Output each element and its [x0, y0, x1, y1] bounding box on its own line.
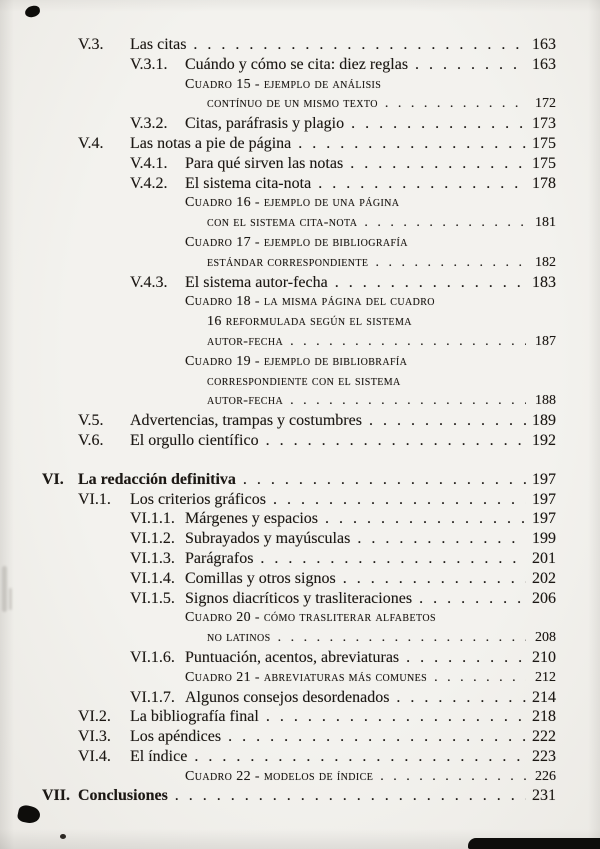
toc-entry-number: VI.1.2.	[130, 530, 175, 548]
toc-entry-line	[0, 529, 556, 549]
toc-page-number: 175	[532, 134, 556, 152]
toc-page-number: 197	[532, 510, 556, 528]
toc-entry-line	[0, 312, 556, 332]
dot-leader	[357, 529, 526, 549]
dot-leader	[243, 470, 526, 490]
toc-entry	[0, 75, 556, 115]
toc-entry-title: Subrayados y mayúsculas	[185, 530, 351, 548]
toc-entry-title: 16 reformulada según el sistema	[207, 314, 412, 330]
toc-entry	[0, 193, 556, 233]
toc-entry-title: Cuadro 19 - ejemplo de bibliobrafía	[185, 353, 408, 369]
dot-leader	[278, 628, 526, 648]
toc-entry	[0, 767, 556, 787]
dot-leader	[193, 35, 526, 55]
toc-entry-line	[0, 411, 556, 431]
toc-page-number: 192	[532, 431, 556, 449]
toc-page-number: 212	[535, 669, 556, 685]
toc-page-number: 183	[532, 273, 556, 291]
toc-entry	[0, 747, 556, 767]
toc-page-number: 163	[532, 36, 556, 53]
dot-leader	[260, 549, 526, 569]
toc-entry-line	[0, 589, 556, 609]
toc-entry-line	[0, 253, 556, 273]
toc-entry-line	[0, 292, 556, 312]
toc-entry-number: VI.4.	[78, 747, 111, 765]
toc-entry	[0, 233, 556, 273]
toc-entry	[0, 273, 556, 293]
toc-page-number: 202	[532, 569, 556, 587]
toc-entry-title: Las citas	[130, 36, 187, 53]
dot-leader	[228, 727, 526, 747]
toc-entry-line	[0, 470, 556, 490]
toc-entry-title: El sistema autor-fecha	[185, 273, 328, 291]
toc-page-number: 182	[535, 254, 556, 270]
toc-entry	[0, 35, 556, 55]
toc-entry-line	[0, 75, 556, 95]
toc-entry-number: VII.	[42, 787, 71, 805]
toc-entry	[0, 786, 556, 806]
toc-entry-title: Cuadro 18 - la misma página del cuadro	[185, 294, 435, 310]
dot-leader	[415, 55, 526, 75]
toc-entry-title: Cuándo y cómo se cita: diez reglas	[185, 55, 409, 73]
toc-entry	[0, 292, 556, 351]
toc-entry-number: VI.3.	[78, 728, 111, 746]
ink-mark-bottom-left	[16, 804, 41, 825]
toc-entry-title: Para qué sirven las notas	[185, 154, 344, 172]
toc-page-number: 189	[532, 412, 556, 430]
toc-entry-number: VI.1.1.	[130, 510, 175, 528]
toc-page-number: 187	[535, 333, 556, 349]
toc-page-number: 201	[532, 549, 556, 567]
toc-entry	[0, 549, 556, 569]
toc-entry-title: estándar correspondiente	[207, 254, 369, 270]
toc-page-number: 173	[532, 115, 556, 133]
toc-entry-title: no latinos	[207, 630, 271, 646]
dot-leader	[434, 668, 526, 688]
dot-leader	[325, 509, 526, 529]
toc-entry-number: V.6.	[78, 431, 104, 449]
toc-entry-number: V.3.2.	[130, 115, 168, 133]
toc-entry-line	[0, 569, 556, 589]
toc-entry-title: Los apéndices	[130, 728, 222, 746]
dot-leader	[290, 332, 526, 352]
toc-entry-title: Cuadro 20 - cómo trasliterar alfabetos	[185, 610, 436, 626]
dot-leader	[406, 648, 526, 668]
ink-mark-bottom-right	[468, 838, 600, 849]
dot-leader	[351, 114, 526, 134]
toc-entry-line	[0, 648, 556, 668]
toc-page-number: 197	[532, 470, 556, 488]
dot-leader	[298, 134, 526, 154]
toc-entry-line	[0, 35, 556, 55]
toc-page-number: 172	[535, 96, 556, 112]
toc-entry-number: V.4.	[78, 134, 104, 152]
dot-leader	[273, 490, 526, 510]
toc-entry-title: Los criterios gráficos	[130, 490, 266, 508]
toc-entry-line	[0, 431, 556, 451]
ink-speck-bottom	[60, 834, 66, 839]
dot-leader	[419, 589, 526, 609]
toc-page-number: 199	[532, 530, 556, 548]
toc-page-number: 214	[532, 688, 556, 706]
toc-entry-title: El orgullo científico	[130, 431, 259, 449]
toc-entry-line	[0, 94, 556, 114]
toc-entry	[0, 529, 556, 549]
dot-leader	[396, 688, 526, 708]
dot-leader	[380, 767, 526, 787]
toc-entry-number: VI.1.6.	[130, 648, 175, 666]
dot-leader	[364, 213, 526, 233]
toc-entry-title: Citas, paráfrasis y plagio	[185, 115, 345, 133]
toc-entry	[0, 411, 556, 431]
dot-leader	[290, 391, 526, 411]
toc-entry-line	[0, 193, 556, 213]
toc-entry	[0, 648, 556, 668]
toc-entry-title: El índice	[130, 747, 188, 765]
toc-entry-number: VI.1.7.	[130, 688, 175, 706]
toc-entry-line	[0, 273, 556, 293]
dot-leader	[369, 411, 526, 431]
toc-entry	[0, 727, 556, 747]
toc-entry	[0, 55, 556, 75]
toc-entry-title: Cuadro 16 - ejemplo de una página	[185, 195, 400, 211]
ink-mark-top-left	[24, 5, 40, 18]
dot-leader	[318, 174, 526, 194]
toc-page-number: 175	[532, 154, 556, 172]
toc-entry-title: autor-fecha	[207, 333, 284, 349]
toc-entry-number: VI.1.3.	[130, 549, 175, 567]
toc-entry-title: autor-fecha	[207, 393, 284, 409]
toc-page-number: 163	[532, 55, 556, 73]
toc-entry-title: Algunos consejos desordenados	[185, 688, 390, 706]
toc-entry-line	[0, 372, 556, 392]
toc-entry-title: Advertencias, trampas y costumbres	[130, 412, 362, 430]
toc-entry-number: VI.2.	[78, 708, 111, 726]
toc-page-number: 218	[532, 708, 556, 726]
toc-entry-title: Márgenes y espacios	[185, 510, 318, 528]
dot-leader	[266, 431, 526, 451]
toc-entry	[0, 707, 556, 727]
toc-entry-line	[0, 628, 556, 648]
toc-page-number: 208	[535, 630, 556, 646]
toc-entry-line	[0, 608, 556, 628]
toc-entry	[0, 569, 556, 589]
dot-leader	[385, 94, 526, 114]
toc-page-number: 223	[532, 747, 556, 765]
toc-entry-line	[0, 352, 556, 372]
toc-entry-line	[0, 213, 556, 233]
toc-entry-number: VI.	[42, 470, 64, 488]
toc-page-number: 206	[532, 589, 556, 607]
toc-entry	[0, 688, 556, 708]
toc-entry-line	[0, 707, 556, 727]
dot-leader	[375, 253, 526, 273]
dot-leader	[175, 786, 526, 806]
toc-entry-title: contínuo de un mismo texto	[207, 96, 378, 112]
toc-entry-line	[0, 509, 556, 529]
toc-entry	[0, 490, 556, 510]
toc-entry-line	[0, 747, 556, 767]
toc-entry-number: V.4.3.	[130, 273, 168, 291]
toc-entry	[0, 431, 556, 451]
toc-entry	[0, 134, 556, 154]
dot-leader	[343, 569, 526, 589]
dot-leader	[350, 154, 526, 174]
toc-entry-title: Conclusiones	[78, 787, 168, 805]
toc-entry-title: Cuadro 17 - ejemplo de bibliografía	[185, 234, 408, 250]
toc-entry-title: Puntuación, acentos, abreviaturas	[185, 648, 400, 666]
table-of-contents	[0, 35, 600, 806]
toc-entry-line	[0, 767, 556, 787]
toc-entry-line	[0, 668, 556, 688]
toc-entry-line	[0, 154, 556, 174]
toc-page-number: 181	[535, 215, 556, 231]
toc-entry-line	[0, 174, 556, 194]
toc-entry-line	[0, 332, 556, 352]
toc-entry-number: V.4.2.	[130, 174, 168, 192]
toc-page-number: 231	[532, 787, 556, 805]
toc-entry-line	[0, 727, 556, 747]
toc-entry-title: Cuadro 15 - ejemplo de análisis	[185, 76, 382, 92]
toc-entry	[0, 509, 556, 529]
toc-entry	[0, 470, 556, 490]
toc-page-number: 222	[532, 728, 556, 746]
toc-entry-number: VI.1.	[78, 490, 111, 508]
toc-entry	[0, 154, 556, 174]
toc-entry-line	[0, 549, 556, 569]
toc-page-number: 178	[532, 174, 556, 192]
toc-page-number: 210	[532, 648, 556, 666]
toc-entry-number: V.4.1.	[130, 154, 168, 172]
dot-leader	[194, 747, 526, 767]
toc-page-number: 226	[535, 768, 556, 784]
toc-entry-number: V.3.	[78, 36, 104, 53]
toc-entry-number: VI.1.4.	[130, 569, 175, 587]
toc-entry-title: correspondiente con el sistema	[207, 373, 401, 389]
toc-entry-title: Signos diacríticos y trasliteraciones	[185, 589, 413, 607]
toc-entry-line	[0, 134, 556, 154]
toc-entry-line	[0, 233, 556, 253]
toc-entry-title: La redacción definitiva	[78, 470, 236, 488]
toc-entry-title: Cuadro 22 - modelos de índice	[185, 768, 374, 784]
toc-entry-number: V.3.1.	[130, 55, 168, 73]
toc-entry-line	[0, 55, 556, 75]
toc-entry-title: Las notas a pie de página	[130, 134, 292, 152]
toc-entry-number: V.5.	[78, 412, 104, 430]
toc-entry-title: Comillas y otros signos	[185, 569, 336, 587]
dot-leader	[266, 707, 526, 727]
toc-entry-title: Parágrafos	[185, 549, 254, 567]
toc-entry-line	[0, 688, 556, 708]
toc-entry	[0, 174, 556, 194]
toc-entry-title: La bibliografía final	[130, 708, 259, 726]
toc-entry-line	[0, 490, 556, 510]
dot-leader	[335, 273, 526, 293]
toc-entry-title: El sistema cita-nota	[185, 174, 312, 192]
toc-entry-line	[0, 114, 556, 134]
toc-entry-number: VI.1.5.	[130, 589, 175, 607]
toc-entry-title: Cuadro 21 - abreviaturas más comunes	[185, 669, 428, 685]
toc-entry	[0, 668, 556, 688]
toc-entry	[0, 608, 556, 648]
toc-entry-line	[0, 391, 556, 411]
toc-entry	[0, 114, 556, 134]
toc-page-number: 197	[532, 490, 556, 508]
toc-entry	[0, 589, 556, 609]
toc-entry-title: con el sistema cita-nota	[207, 215, 358, 231]
toc-entry	[0, 352, 556, 411]
toc-page-number: 188	[535, 393, 556, 409]
toc-entry-line	[0, 786, 556, 806]
